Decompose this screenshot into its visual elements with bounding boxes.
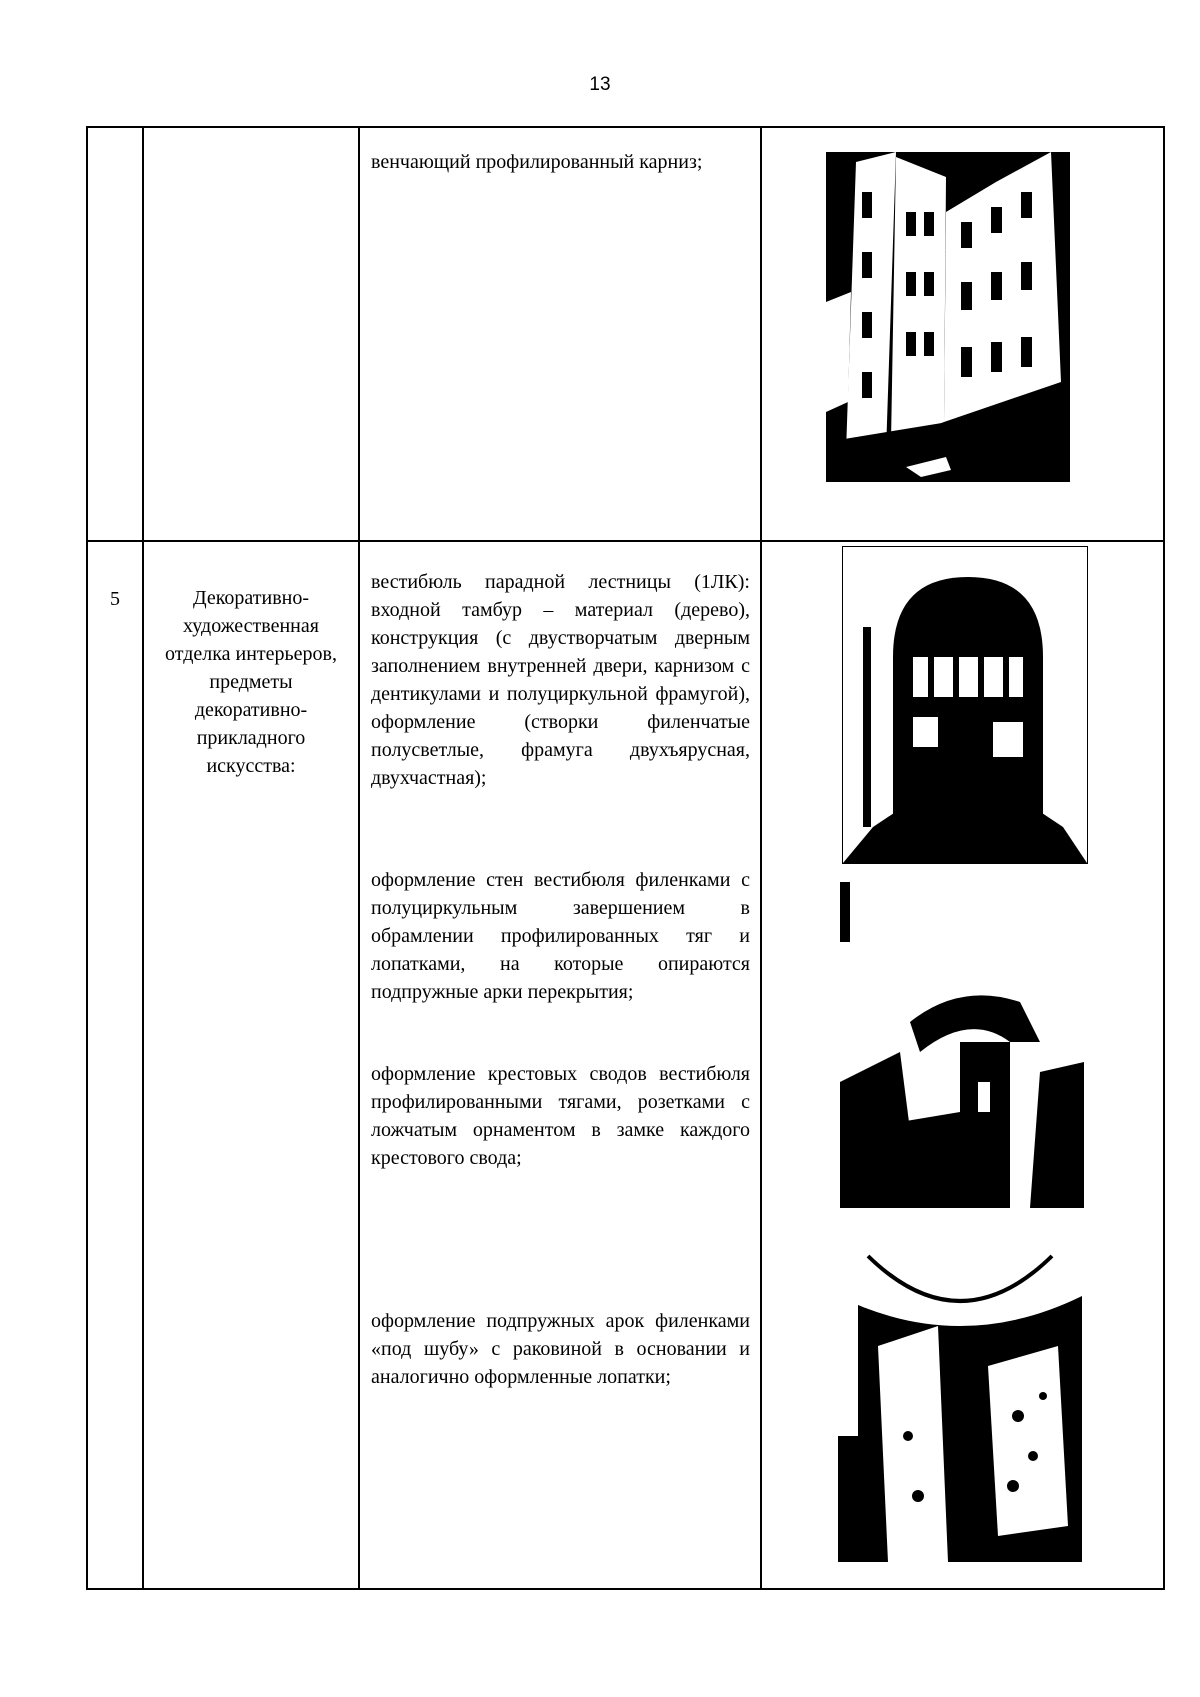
entrance-vestibule-door-photo-icon: [842, 546, 1088, 864]
description-vestibule-walls: оформление стен вестибюля филенками с полуциркульным завершением в обрамлении профилированных тяг и лопатками, на которые опираются подпружные арки перекрытия;: [371, 869, 750, 1003]
photo-cell: [761, 127, 1164, 541]
heritage-table: [86, 126, 1165, 1590]
cross-vault-ceiling-photo-icon: [838, 1236, 1082, 1562]
vestibule-walls-photo-icon: [840, 882, 1084, 1208]
photo-cell: [761, 541, 1164, 1589]
courtyard-facade-photo-icon: [826, 152, 1070, 482]
description-cross-vaults: оформление крестовых сводов вестибюля профилированными тягами, розетками с ложчатым орнаментом в замке каждого крестового свода;: [371, 1063, 750, 1169]
description-cornice: венчающий профилированный карниз;: [371, 151, 703, 173]
element-name-cell: [143, 127, 359, 541]
element-name-cell: [143, 541, 359, 1589]
table-row: [87, 541, 1164, 1589]
row-number-cell: [87, 127, 143, 541]
element-name: Декоративно-художественная отделка интерьеров, предметы декоративно-прикладного искусства:: [164, 587, 337, 777]
description-arches: оформление подпружных арок филенками «под шубу» с раковиной в основании и аналогично оформленные лопатки;: [371, 1310, 750, 1388]
row-number-cell: [87, 541, 143, 1589]
description-cell: [359, 541, 761, 1589]
table-row: [87, 127, 1164, 541]
page-number: 13: [589, 74, 611, 95]
description-vestibule-entrance: вестибюль парадной лестницы (1ЛК): входной тамбур – материал (дерево), конструкция (с двустворчатым дверным заполнением внутренней двери, карнизом с дентикулами и полуциркульной фрамугой), оформление (створки филенчатые полусветлые, фрамуга двухъярусная, двухчастная);: [371, 571, 750, 789]
row-number: 5: [110, 588, 120, 610]
description-cell: [359, 127, 761, 541]
